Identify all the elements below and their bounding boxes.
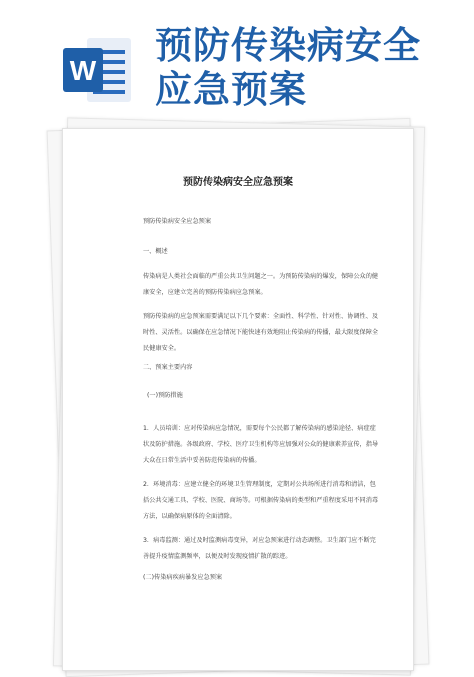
subsection-heading: (一)预防措施 [147, 392, 183, 399]
document-page [62, 128, 414, 671]
section-heading: 二、预案主要内容 [143, 364, 193, 371]
document-title: 预防传染病安全应急预案 [183, 177, 293, 188]
paragraph: 传染病是人类社会面临的严重公共卫生问题之一。为预防传染病的爆发，保障公众的健康安全，应建立完善的预防传染病应急预案。 [143, 273, 379, 296]
banner-title: 预防传染病安全应急预案 [155, 24, 421, 111]
subsection-heading: (二)传染病疾病暴发应急预案 [143, 574, 223, 581]
section-heading: 一、概述 [143, 248, 168, 255]
document-subtitle: 预防传染病安全应急预案 [143, 218, 212, 225]
banner [0, 0, 474, 118]
word-document-icon [63, 36, 133, 104]
list-item: 2．环境消毒：应建立健全的环境卫生管理制度，定期对公共场所进行消毒和清洁，包括公共交通工具、学校、医院、商场等。可根据传染病的类型和严重程度采用不同消毒方法，以确保病原体的全面清除。 [143, 481, 379, 520]
list-item: 1．人员培训：应对传染病应急情况，需要每个公民都了解传染病的感染途径、病症症状及防护措施。各级政府、学校、医疗卫生机构等应加强对公众的健康素养宣传，指导大众在日常生活中妥善防范传染病的传播。 [143, 425, 379, 464]
list-item: 3．病毒监测：通过及时监测病毒变异，对应急预案进行动态调整。卫生部门应不断完善提升疫情监测频率，以便及时发现疫情扩散的踪迹。 [143, 537, 376, 560]
paragraph: 预防传染病的应急预案需要满足以下几个要素：全面性、科学性、针对性、协调性、及时性、灵活性。以确保在应急情况下能快速有效地阻止传染病的传播，最大限度保障全民健康安全。 [143, 313, 379, 352]
word-logo-letter: W [69, 55, 97, 86]
document-preview [0, 118, 474, 669]
